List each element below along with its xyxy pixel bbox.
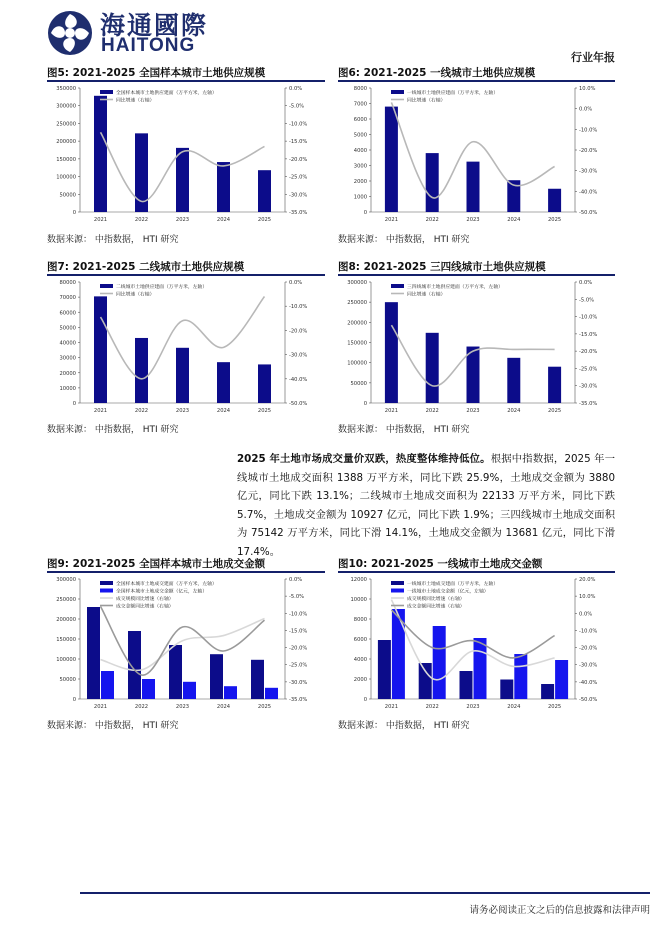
figure-8-title: 图8: 2021-2025 三四线城市土地供应规模 <box>338 261 546 273</box>
y2-tick-label: -35.0% <box>579 401 598 407</box>
legend-label: 同比增速（右轴） <box>407 292 446 298</box>
x-tick-label: 2025 <box>547 217 562 223</box>
y2-tick-label: -10.0% <box>579 314 598 321</box>
figure-8-source: 数据来源： 中指数据， HTI 研究 <box>338 425 470 435</box>
haitong-logo-icon <box>47 10 93 56</box>
x-tick-label: 2025 <box>547 408 562 414</box>
legend-swatch <box>391 284 404 288</box>
bar-1 <box>548 367 561 403</box>
y-tick-label: 150000 <box>56 156 76 163</box>
bar-1 <box>548 189 561 212</box>
bar-1 <box>217 162 230 212</box>
bar-1 <box>251 660 264 699</box>
y2-tick-label: -25.0% <box>289 662 308 669</box>
y-tick-label: 70000 <box>59 295 76 302</box>
x-tick-label: 2022 <box>134 408 149 414</box>
y2-tick-label: -30.0% <box>579 662 598 669</box>
y2-tick-label: -5.0% <box>289 594 305 601</box>
legend-label: 三四线城市土地供应建面（万平方米，左轴） <box>407 285 503 290</box>
y-tick-label: 10000 <box>350 597 367 603</box>
y-tick-label: 250000 <box>56 121 76 128</box>
bar-1 <box>258 170 271 212</box>
figure-6-chart <box>338 82 615 226</box>
legend-label: 二线城市土地供应建面（万平方米，左轴） <box>116 285 208 290</box>
x-tick-label: 2024 <box>216 408 231 414</box>
legend-label: 成交规模同比增速（右轴） <box>116 597 174 602</box>
bar-1 <box>385 302 398 403</box>
figure-6-source: 数据来源： 中指数据， HTI 研究 <box>338 235 470 245</box>
y-tick-label: 4000 <box>353 657 367 663</box>
y-tick-label: 60000 <box>59 310 76 317</box>
figure-6-title: 图6: 2021-2025 一线城市土地供应规模 <box>338 67 536 79</box>
y2-tick-label: -15.0% <box>579 331 598 338</box>
legend-swatch <box>391 90 404 94</box>
legend-label: 一线城市土地成交建面（万平方米，左轴） <box>407 582 499 587</box>
y2-tick-label: 0.0% <box>579 611 593 618</box>
bar-1 <box>217 362 230 403</box>
y-tick-label: 2000 <box>353 179 367 185</box>
y-tick-label: 200000 <box>347 320 367 327</box>
y-tick-label: 6000 <box>353 637 367 643</box>
y2-tick-label: -10.0% <box>289 304 308 311</box>
y-tick-label: 1000 <box>353 194 367 201</box>
x-tick-label: 2023 <box>466 408 480 414</box>
y-tick-label: 300000 <box>347 280 367 286</box>
y2-tick-label: -30.0% <box>289 679 308 686</box>
x-tick-label: 2024 <box>507 217 521 223</box>
bar-1 <box>500 680 513 700</box>
y-tick-label: 250000 <box>56 597 76 603</box>
y-tick-label: 5000 <box>353 132 367 139</box>
bar-1 <box>210 654 223 699</box>
y-tick-label: 0 <box>72 697 76 703</box>
figure-9-title: 图9: 2021-2025 全国样本城市土地成交金额 <box>47 558 266 570</box>
footer-rule <box>80 892 650 894</box>
y2-tick-label: -5.0% <box>289 103 305 110</box>
legend-swatch <box>391 581 404 585</box>
legend-label: 全国样本城市土地成交金额（亿元，左轴） <box>116 589 208 595</box>
bar-1 <box>419 663 432 699</box>
x-tick-label: 2025 <box>257 217 272 223</box>
figure-7-title: 图7: 2021-2025 二线城市土地供应规模 <box>47 261 245 273</box>
y-tick-label: 6000 <box>353 117 367 123</box>
y-tick-label: 30000 <box>59 355 76 362</box>
y-tick-label: 300000 <box>56 103 76 110</box>
y2-tick-label: -30.0% <box>579 383 598 390</box>
y-tick-label: 8000 <box>353 617 367 623</box>
x-tick-label: 2022 <box>134 217 149 223</box>
y2-tick-label: 0.0% <box>289 577 303 583</box>
x-tick-label: 2023 <box>175 217 190 223</box>
legend-swatch <box>391 589 404 593</box>
paragraph-lead: 2025 年土地市场成交量价双跌，热度整体维持低位。 <box>237 453 491 465</box>
x-tick-label: 2024 <box>507 704 521 710</box>
y-tick-label: 80000 <box>59 280 76 286</box>
legend-label: 一线城市土地成交金额（亿元，左轴） <box>407 589 489 595</box>
y-tick-label: 100000 <box>56 657 76 663</box>
x-tick-label: 2021 <box>384 217 399 223</box>
figure-10-source: 数据来源： 中指数据， HTI 研究 <box>338 721 470 731</box>
y2-tick-label: -50.0% <box>579 210 598 216</box>
y2-tick-label: 0.0% <box>289 280 303 286</box>
y2-tick-label: -30.0% <box>289 192 308 199</box>
y2-tick-label: -20.0% <box>579 349 598 356</box>
bar-2 <box>101 671 114 699</box>
y-tick-label: 100000 <box>56 174 76 181</box>
bar-1 <box>426 333 439 403</box>
y2-tick-label: -35.0% <box>289 697 308 703</box>
paragraph-body: 根据中指数据，2025 年一线城市土地成交面积 1388 万平方米，同比下跌 25.9%，土地成交金额为 3880 亿元，同比下跌 13.1%；二线城市土地成交面积为 22133 万平方米，同比下跌 5.7%，土地成交金额为 10927 亿元，同比下跌 1.9%；三四线城市土地成交面积为 75142 万平方米，同比下滑 14.1%，土地成交金额为 13681 亿元，同比下滑 17.4%。 <box>237 453 615 558</box>
y-tick-label: 2000 <box>353 677 367 683</box>
x-tick-label: 2023 <box>175 408 190 414</box>
y2-tick-label: -40.0% <box>579 679 598 686</box>
y2-tick-label: -20.0% <box>289 645 308 652</box>
x-tick-label: 2022 <box>425 408 439 414</box>
bar-1 <box>507 358 520 403</box>
bar-1 <box>258 364 271 403</box>
bar-2 <box>514 654 527 699</box>
bar-2 <box>433 626 446 699</box>
x-tick-label: 2022 <box>425 704 439 710</box>
y-tick-label: 0 <box>363 210 367 216</box>
legend-swatch <box>100 589 113 593</box>
bar-1 <box>385 107 398 212</box>
y2-tick-label: -20.0% <box>289 328 308 335</box>
figure-5-chart <box>47 82 325 226</box>
figure-5-title: 图5: 2021-2025 全国样本城市土地供应规模 <box>47 67 266 79</box>
y2-tick-label: -50.0% <box>579 697 598 703</box>
x-tick-label: 2025 <box>257 704 272 710</box>
y-tick-label: 200000 <box>56 617 76 623</box>
y-tick-label: 20000 <box>59 370 76 377</box>
growth-line-1 <box>391 600 554 680</box>
y-tick-label: 150000 <box>347 340 367 347</box>
figure-10-chart <box>338 573 615 713</box>
y2-tick-label: -20.0% <box>579 148 598 154</box>
y-tick-label: 8000 <box>353 86 367 92</box>
x-tick-label: 2023 <box>466 704 480 710</box>
legend-label: 成交金额同比增速（右轴） <box>116 604 174 610</box>
x-tick-label: 2021 <box>93 217 108 223</box>
legend-label: 一线城市土地供应建面（万平方米，左轴） <box>407 91 499 96</box>
y2-tick-label: -15.0% <box>289 139 308 146</box>
y-tick-label: 40000 <box>59 340 76 347</box>
figure-9-source: 数据来源： 中指数据， HTI 研究 <box>47 721 179 731</box>
y-tick-label: 10000 <box>59 385 76 392</box>
y2-tick-label: -40.0% <box>579 189 598 196</box>
x-tick-label: 2024 <box>216 217 231 223</box>
y-tick-label: 100000 <box>347 360 367 367</box>
y2-tick-label: -10.0% <box>289 121 308 128</box>
figure-9-chart <box>47 573 325 713</box>
y-tick-label: 0 <box>72 210 76 216</box>
bar-1 <box>169 645 182 699</box>
y-tick-label: 50000 <box>59 677 76 683</box>
x-tick-label: 2024 <box>507 408 521 414</box>
y-tick-label: 300000 <box>56 577 76 583</box>
legend-label: 成交金额同比增速（右轴） <box>407 604 465 610</box>
bar-2 <box>183 682 196 699</box>
y2-tick-label: -20.0% <box>289 156 308 163</box>
y-tick-label: 50000 <box>59 192 76 199</box>
legend-label: 全国样本城市土地成交建面（万平方米，左轴） <box>116 582 217 587</box>
x-tick-label: 2021 <box>93 704 108 710</box>
y-tick-label: 150000 <box>56 637 76 643</box>
y2-tick-label: 10.0% <box>579 86 596 92</box>
y2-tick-label: -25.0% <box>579 366 598 373</box>
bar-1 <box>135 338 148 403</box>
x-tick-label: 2023 <box>466 217 480 223</box>
y2-tick-label: 0.0% <box>289 86 303 92</box>
x-tick-label: 2022 <box>134 704 149 710</box>
x-tick-label: 2025 <box>547 704 562 710</box>
y2-tick-label: -40.0% <box>289 376 308 383</box>
legend-label: 同比增速（右轴） <box>407 98 446 104</box>
bar-1 <box>467 162 480 212</box>
x-tick-label: 2021 <box>384 408 399 414</box>
x-tick-label: 2021 <box>384 704 399 710</box>
y2-tick-label: 20.0% <box>579 577 596 583</box>
bar-2 <box>224 686 237 699</box>
bar-2 <box>142 679 155 699</box>
y-tick-label: 50000 <box>59 325 76 332</box>
legend-label: 全国样本城市土地供应建面（万平方米，左轴） <box>116 91 217 96</box>
x-tick-label: 2025 <box>257 408 272 414</box>
figure-5-source: 数据来源： 中指数据， HTI 研究 <box>47 235 179 245</box>
y-tick-label: 12000 <box>350 577 367 583</box>
y2-tick-label: 0.0% <box>579 106 593 113</box>
legend-label: 成交规模同比增速（右轴） <box>407 597 465 602</box>
x-tick-label: 2021 <box>93 408 108 414</box>
bar-1 <box>176 348 189 403</box>
bar-2 <box>474 638 487 699</box>
y2-tick-label: -30.0% <box>579 168 598 175</box>
x-tick-label: 2022 <box>425 217 439 223</box>
y2-tick-label: 10.0% <box>579 594 596 601</box>
y2-tick-label: -30.0% <box>289 352 308 359</box>
y2-tick-label: -5.0% <box>579 297 595 304</box>
bar-1 <box>94 296 107 403</box>
y-tick-label: 0 <box>363 697 367 703</box>
y2-tick-label: -15.0% <box>289 628 308 635</box>
figure-10-title: 图10: 2021-2025 一线城市土地成交金额 <box>338 558 543 570</box>
y-tick-label: 7000 <box>353 101 367 108</box>
bar-2 <box>555 660 568 699</box>
y-tick-label: 3000 <box>353 163 367 170</box>
y2-tick-label: -35.0% <box>289 210 308 216</box>
bar-1 <box>94 96 107 212</box>
section-tag: 行业年报 <box>571 51 615 64</box>
y-tick-label: 4000 <box>353 148 367 154</box>
figure-8-chart <box>338 276 615 417</box>
bar-1 <box>87 607 100 699</box>
y-tick-label: 200000 <box>56 139 76 146</box>
header <box>0 0 662 62</box>
figure-7-chart <box>47 276 325 417</box>
bar-1 <box>541 684 554 699</box>
y2-tick-label: -20.0% <box>579 645 598 652</box>
legend-swatch <box>100 284 113 288</box>
y-tick-label: 0 <box>72 401 76 407</box>
analysis-paragraph <box>237 450 615 562</box>
figure-7-source: 数据来源： 中指数据， HTI 研究 <box>47 425 179 435</box>
y2-tick-label: -25.0% <box>289 174 308 181</box>
legend-swatch <box>100 581 113 585</box>
x-tick-label: 2024 <box>216 704 231 710</box>
bar-1 <box>460 671 473 699</box>
y-tick-label: 250000 <box>347 300 367 307</box>
bar-1 <box>378 640 391 699</box>
footer-disclaimer: 请务必阅读正文之后的信息披露和法律声明 <box>469 905 650 916</box>
y2-tick-label: -10.0% <box>579 127 598 134</box>
y2-tick-label: -10.0% <box>289 611 308 618</box>
bar-2 <box>265 688 278 699</box>
y2-tick-label: -10.0% <box>579 628 598 635</box>
bar-1 <box>426 153 439 212</box>
legend-label: 同比增速（右轴） <box>116 292 155 298</box>
y-tick-label: 50000 <box>350 380 367 387</box>
legend-label: 同比增速（右轴） <box>116 98 155 104</box>
y-tick-label: 0 <box>363 401 367 407</box>
y-tick-label: 350000 <box>56 86 76 92</box>
brand-name-en: HAITONG <box>101 35 196 56</box>
brand-name-cn: 海通國際 <box>100 11 209 40</box>
x-tick-label: 2023 <box>175 704 190 710</box>
legend-swatch <box>100 90 113 94</box>
bar-1 <box>176 148 189 212</box>
y2-tick-label: -50.0% <box>289 401 308 407</box>
y2-tick-label: 0.0% <box>579 280 593 286</box>
